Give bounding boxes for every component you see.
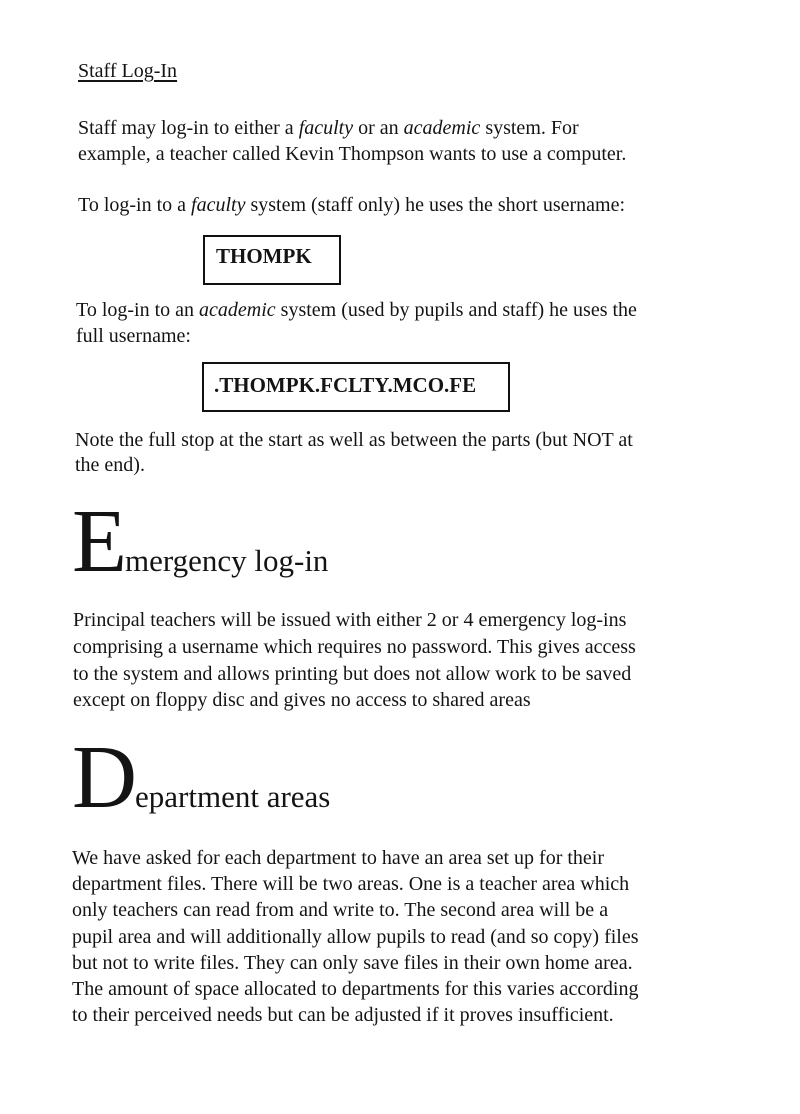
text-segment: system (staff only) he uses the short username: bbox=[245, 194, 626, 216]
academic-login-instruction-line-2: full username: bbox=[76, 325, 191, 347]
emergency-line-3: to the system and allows printing but does not allow work to be saved bbox=[73, 663, 632, 685]
staff-login-paragraph-line-2: example, a teacher called Kevin Thompson wants to use a computer. bbox=[78, 143, 627, 165]
emergency-line-1: Principal teachers will be issued with either 2 or 4 emergency log-ins bbox=[73, 609, 627, 631]
drop-cap: E bbox=[72, 492, 127, 591]
text-segment: To log-in to an bbox=[76, 299, 200, 321]
text-segment: To log-in to a bbox=[78, 194, 192, 216]
department-line-7: to their perceived needs but can be adjusted if it proves insufficient. bbox=[72, 1004, 614, 1026]
emphasis-academic: academic bbox=[199, 299, 276, 321]
department-areas-heading bbox=[72, 728, 331, 827]
drop-cap: D bbox=[72, 728, 137, 827]
full-username-box: .THOMPK.FCLTY.MCO.FE bbox=[202, 362, 510, 412]
staff-login-heading: Staff Log-In bbox=[78, 60, 178, 82]
note-line-2: the end). bbox=[75, 454, 145, 476]
emergency-line-4: except on floppy disc and gives no access to shared areas bbox=[73, 689, 531, 711]
text-segment: or an bbox=[353, 117, 404, 139]
note-line-1: Note the full stop at the start as well as between the parts (but NOT at bbox=[75, 429, 633, 451]
text-segment: system. For bbox=[480, 117, 579, 139]
department-line-2: department files. There will be two areas. One is a teacher area which bbox=[72, 873, 630, 895]
text-segment: Staff may log-in to either a bbox=[78, 117, 299, 139]
academic-login-instruction-line-1 bbox=[76, 298, 637, 322]
department-line-5: but not to write files. They can only save files in their own home area. bbox=[72, 952, 633, 974]
department-line-6: The amount of space allocated to departments for this varies according bbox=[72, 978, 639, 1000]
emergency-line-2: comprising a username which requires no password. This gives access bbox=[73, 636, 636, 658]
faculty-login-instruction bbox=[78, 193, 625, 217]
short-username-box: THOMPK bbox=[203, 235, 341, 285]
emphasis-academic: academic bbox=[403, 117, 481, 139]
heading-text: epartment areas bbox=[135, 779, 331, 814]
department-line-3: only teachers can read from and write to. The second area will be a bbox=[72, 899, 609, 921]
staff-login-paragraph-line-1 bbox=[78, 116, 579, 140]
department-line-1: We have asked for each department to have an area set up for their bbox=[72, 847, 605, 869]
text-segment: system (used by pupils and staff) he uses the bbox=[275, 299, 637, 321]
heading-text: mergency log-in bbox=[124, 543, 329, 578]
emergency-login-heading bbox=[72, 492, 329, 591]
emphasis-faculty: faculty bbox=[191, 194, 246, 216]
department-line-4: pupil area and will additionally allow pupils to read (and so copy) files bbox=[72, 926, 639, 948]
emphasis-faculty: faculty bbox=[298, 117, 354, 139]
